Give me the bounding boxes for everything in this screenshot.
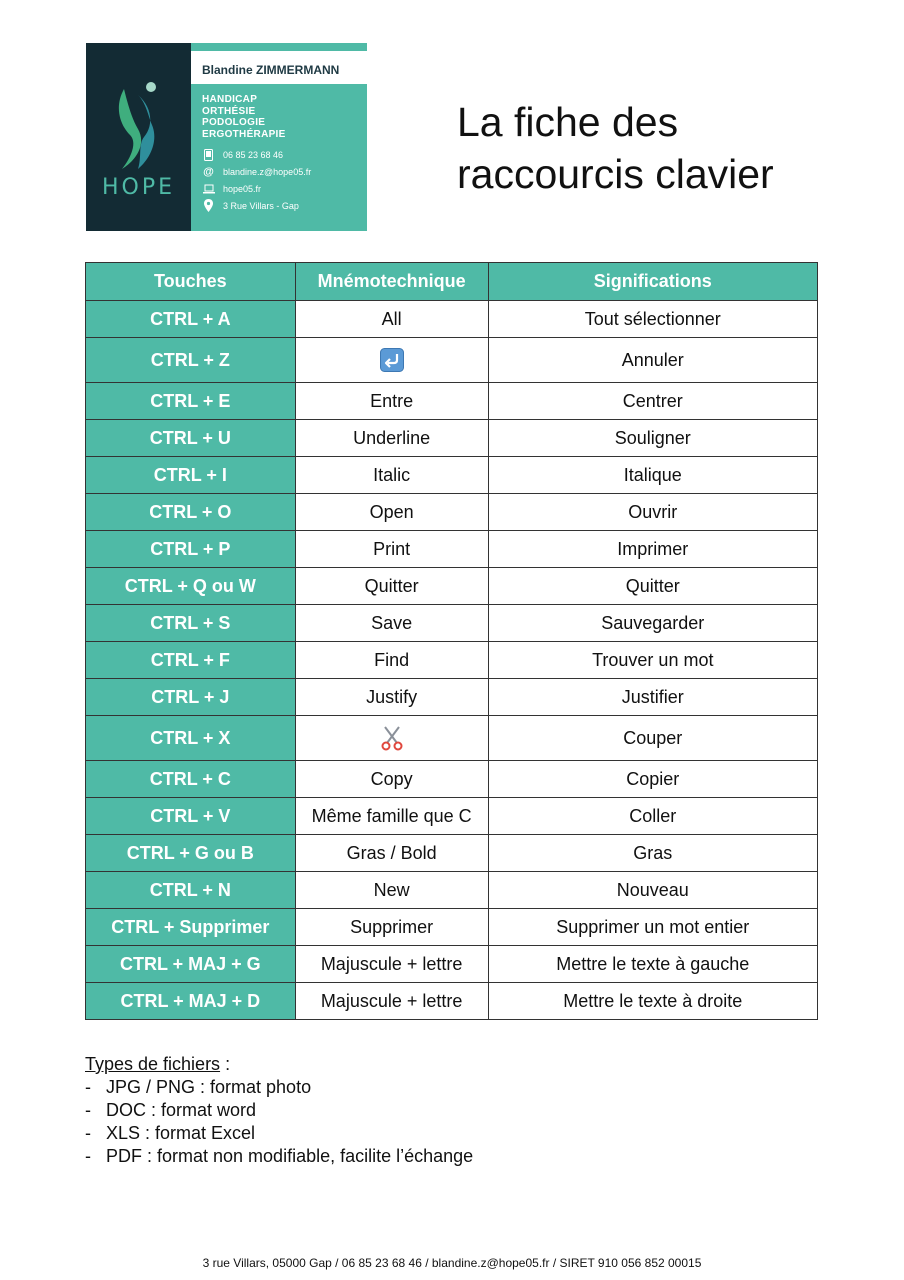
table-row: [86, 531, 818, 568]
table-row: [86, 983, 818, 1020]
shortcut-meaning: Ouvrir: [488, 494, 817, 531]
list-dash: -: [85, 1100, 91, 1120]
table-row: [86, 338, 818, 383]
list-dash: -: [85, 1146, 91, 1166]
shortcut-mnemonic: Open: [295, 494, 488, 531]
table-row: [86, 835, 818, 872]
shortcut-meaning: Couper: [488, 716, 817, 761]
heading-suffix: :: [220, 1054, 231, 1074]
shortcut-mnemonic: Majuscule + lettre: [295, 946, 488, 983]
shortcut-key: CTRL + U: [86, 420, 296, 457]
shortcut-mnemonic: Même famille que C: [295, 798, 488, 835]
shortcut-key: CTRL + E: [86, 383, 296, 420]
shortcut-mnemonic: Entre: [295, 383, 488, 420]
shortcut-meaning: Italique: [488, 457, 817, 494]
shortcut-key: CTRL + S: [86, 605, 296, 642]
shortcut-mnemonic: New: [295, 872, 488, 909]
shortcut-meaning: Nouveau: [488, 872, 817, 909]
file-types-list: [85, 1076, 473, 1168]
table-row: [86, 457, 818, 494]
table-row: [86, 568, 818, 605]
list-item: [85, 1145, 473, 1168]
shortcut-meaning: Supprimer un mot entier: [488, 909, 817, 946]
shortcut-mnemonic: Gras / Bold: [295, 835, 488, 872]
table-row: [86, 383, 818, 420]
list-item: [85, 1076, 473, 1099]
shortcut-meaning: Tout sélectionner: [488, 301, 817, 338]
shortcut-meaning: Copier: [488, 761, 817, 798]
email-text: blandine.z@hope05.fr: [223, 166, 312, 177]
shortcut-meaning: Mettre le texte à droite: [488, 983, 817, 1020]
file-type-text: PDF : format non modifiable, facilite l’échange: [106, 1146, 474, 1166]
shortcuts-table: [85, 262, 818, 1020]
list-item: [85, 1099, 473, 1122]
shortcut-mnemonic: Print: [295, 531, 488, 568]
file-type-text: JPG / PNG : format photo: [106, 1077, 312, 1097]
shortcut-meaning: Annuler: [488, 338, 817, 383]
shortcut-key: CTRL + N: [86, 872, 296, 909]
footer-contact: 3 rue Villars, 05000 Gap / 06 85 23 68 46 / blandine.z@hope05.fr / SIRET 910 056 852 00015: [202, 1256, 702, 1270]
table-row: [86, 642, 818, 679]
phone-text: 06 85 23 68 46: [223, 149, 284, 160]
shortcut-meaning: Souligner: [488, 420, 817, 457]
hope-logo-text: HOPE: [101, 175, 176, 200]
hope-logo: [86, 43, 191, 231]
phone-icon: [202, 149, 215, 161]
table-row: [86, 716, 818, 761]
shortcut-key: CTRL + G ou B: [86, 835, 296, 872]
website-text: hope05.fr: [223, 183, 262, 194]
contact-list: [202, 146, 311, 214]
at-sign-icon: @: [203, 165, 214, 178]
scissors-icon: [379, 725, 405, 751]
page-title: [457, 96, 774, 200]
shortcut-mnemonic: Italic: [295, 457, 488, 494]
shortcut-key: CTRL + X: [86, 716, 296, 761]
table-row: [86, 420, 818, 457]
table-row: [86, 798, 818, 835]
file-types-section: [85, 1053, 473, 1168]
shortcut-key: CTRL + P: [86, 531, 296, 568]
file-type-text: XLS : format Excel: [106, 1123, 256, 1143]
shortcut-key: CTRL + Z: [86, 338, 296, 383]
shortcut-key: CTRL + Supprimer: [86, 909, 296, 946]
table-row: [86, 679, 818, 716]
shortcut-mnemonic: Supprimer: [295, 909, 488, 946]
shortcut-mnemonic: Justify: [295, 679, 488, 716]
shortcut-key: CTRL + MAJ + G: [86, 946, 296, 983]
figure-logo-icon: [108, 73, 168, 173]
header-significations: Significations: [488, 263, 817, 301]
specialties-list: [202, 94, 286, 140]
shortcut-mnemonic: Quitter: [295, 568, 488, 605]
card-info: [191, 43, 367, 231]
shortcut-meaning: Quitter: [488, 568, 817, 605]
table-row: [86, 909, 818, 946]
undo-arrow-icon: [380, 348, 404, 372]
list-dash: -: [85, 1077, 91, 1097]
shortcut-mnemonic: All: [295, 301, 488, 338]
shortcut-key: CTRL + I: [86, 457, 296, 494]
shortcut-meaning: Trouver un mot: [488, 642, 817, 679]
contact-phone: [202, 146, 311, 163]
specialty-item: ERGOTHÉRAPIE: [202, 128, 286, 140]
shortcut-meaning: Gras: [488, 835, 817, 872]
shortcut-key: CTRL + J: [86, 679, 296, 716]
file-type-text: DOC : format word: [106, 1100, 257, 1120]
header-touches: Touches: [86, 263, 296, 301]
shortcut-key: CTRL + A: [86, 301, 296, 338]
shortcut-meaning: Imprimer: [488, 531, 817, 568]
specialty-item: PODOLOGIE: [202, 117, 266, 128]
file-types-heading-line: [85, 1053, 473, 1076]
laptop-icon: [202, 183, 215, 195]
table-header-row: [86, 263, 818, 301]
shortcut-key: CTRL + Q ou W: [86, 568, 296, 605]
shortcut-meaning: Sauvegarder: [488, 605, 817, 642]
shortcut-meaning: Mettre le texte à gauche: [488, 946, 817, 983]
shortcut-mnemonic: [295, 338, 488, 383]
shortcut-mnemonic: Underline: [295, 420, 488, 457]
table-row: [86, 301, 818, 338]
title-line-2: raccourcis clavier: [457, 151, 774, 197]
business-card: [86, 43, 367, 231]
table-row: [86, 946, 818, 983]
shortcut-key: CTRL + V: [86, 798, 296, 835]
shortcut-meaning: Justifier: [488, 679, 817, 716]
shortcut-key: CTRL + MAJ + D: [86, 983, 296, 1020]
contact-email: [202, 163, 311, 180]
specialty-item: ORTHÉSIE: [202, 105, 256, 117]
list-dash: -: [85, 1123, 91, 1143]
shortcut-meaning: Coller: [488, 798, 817, 835]
shortcut-key: CTRL + F: [86, 642, 296, 679]
shortcut-mnemonic: Majuscule + lettre: [295, 983, 488, 1020]
shortcut-mnemonic: [295, 716, 488, 761]
shortcut-mnemonic: Save: [295, 605, 488, 642]
contact-website: [202, 180, 311, 197]
title-line-1: La fiche des: [457, 99, 679, 145]
contact-address: [202, 197, 311, 214]
shortcut-meaning: Centrer: [488, 383, 817, 420]
shortcut-key: CTRL + C: [86, 761, 296, 798]
table-row: [86, 605, 818, 642]
header-mnemotechnique: Mnémotechnique: [295, 263, 488, 301]
table-row: [86, 872, 818, 909]
specialty-item: HANDICAP: [202, 94, 258, 105]
card-name: Blandine ZIMMERMANN: [191, 51, 367, 84]
list-item: [85, 1122, 473, 1145]
shortcut-mnemonic: Find: [295, 642, 488, 679]
shortcut-mnemonic: Copy: [295, 761, 488, 798]
file-types-heading: Types de fichiers: [85, 1054, 221, 1074]
table-row: [86, 494, 818, 531]
table-row: [86, 761, 818, 798]
location-pin-icon: [202, 200, 215, 212]
shortcut-key: CTRL + O: [86, 494, 296, 531]
address-text: 3 Rue Villars - Gap: [223, 200, 299, 211]
